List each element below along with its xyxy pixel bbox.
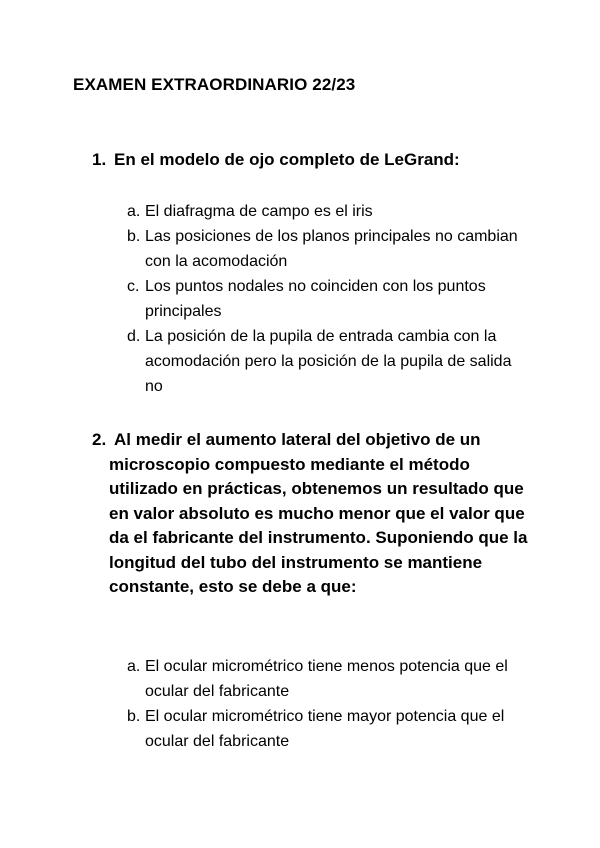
option-text: El ocular micrométrico tiene menos potencia que el ocular del fabricante — [145, 658, 508, 700]
question-text: En el modelo de ojo completo de LeGrand: — [114, 150, 460, 169]
option-text: El diafragma de campo es el iris — [145, 203, 373, 220]
option-text: Las posiciones de los planos principales no cambian con la acomodación — [145, 228, 518, 270]
question-1 — [92, 148, 542, 173]
option-d — [127, 324, 527, 399]
option-label: a. — [127, 658, 141, 675]
question-number: 2. — [92, 430, 107, 449]
option-b — [127, 224, 527, 274]
option-label: c. — [127, 278, 140, 295]
option-label: a. — [127, 203, 141, 220]
option-b — [127, 704, 527, 754]
option-label: d. — [127, 328, 141, 345]
option-label: b. — [127, 708, 141, 725]
document-title: EXAMEN EXTRAORDINARIO 22/23 — [73, 75, 356, 94]
option-label: b. — [127, 228, 141, 245]
question-text: Al medir el aumento lateral del objetivo de un microscopio compuesto mediante el método utilizado en prácticas, obtenemos un resultado que en valor absoluto es mucho menor que el valor que da el fabricante del instrumento. Suponiendo que la longitud del tubo del instrumento se mantiene constante, esto se debe a que: — [109, 430, 528, 596]
option-a — [127, 654, 527, 704]
option-c — [127, 274, 527, 324]
question-1-options — [127, 199, 527, 399]
option-text: La posición de la pupila de entrada cambia con la acomodación pero la posición de la pupila de salida no — [145, 328, 512, 395]
question-2 — [92, 428, 542, 600]
option-a — [127, 199, 527, 224]
option-text: El ocular micrométrico tiene mayor potencia que el ocular del fabricante — [145, 708, 505, 750]
option-text: Los puntos nodales no coinciden con los puntos principales — [145, 278, 486, 320]
question-number: 1. — [92, 150, 107, 169]
question-2-options — [127, 654, 527, 754]
